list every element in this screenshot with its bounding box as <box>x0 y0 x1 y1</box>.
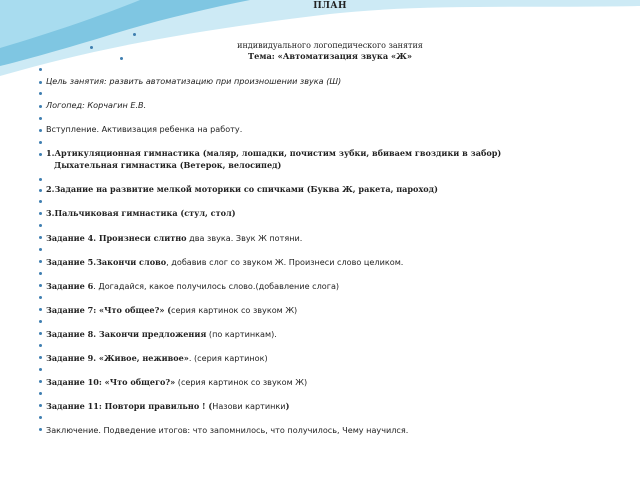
bullet <box>133 33 136 36</box>
bullet <box>39 308 42 311</box>
bullet <box>39 224 42 227</box>
task9-text: . (серия картинок) <box>188 353 268 363</box>
task7-line <box>46 305 297 315</box>
task8-line <box>46 329 277 339</box>
bullet <box>39 236 42 239</box>
task4-title: Задание 4. Произнеси слитно <box>46 233 187 243</box>
bullet <box>39 260 42 263</box>
bullet <box>39 68 42 71</box>
bullet <box>39 272 42 275</box>
task7-title: Задание 7: «Что общее?» ( <box>46 305 172 315</box>
page-subtitle: индивидуального логопедического занятия <box>237 41 423 50</box>
task9-line <box>46 353 268 363</box>
task8-text: (по картинкам). <box>206 329 277 339</box>
task11-text: Назови картинки <box>212 401 286 411</box>
task2-line: 2.Задание на развитие мелкой моторики со спичками (Буква Ж, ракета, пароход) <box>46 184 438 194</box>
bullet <box>39 356 42 359</box>
breathing-line: Дыхательная гимнастика (Ветерок, велосипед) <box>54 160 282 170</box>
bullet <box>39 117 42 120</box>
task6-line <box>46 281 339 291</box>
task6-title: Задание 6 <box>46 281 94 291</box>
articulation-line: 1.Артикуляционная гимнастика (маляр, лошадки, почистим зубки, вбиваем гвоздики в забор) <box>46 148 502 158</box>
bullet <box>39 212 42 215</box>
bullet <box>39 141 42 144</box>
bullet <box>90 46 93 49</box>
task4-line <box>46 233 302 243</box>
task10-line <box>46 377 307 387</box>
goal-line: Цель занятия: развить автоматизацию при произношении звука (Ш) <box>46 76 342 86</box>
task3-line: 3.Пальчиковая гимнастика (стул, стол) <box>46 208 236 218</box>
task11-title: Задание 11: Повтори правильно ! ( <box>46 401 213 411</box>
bullet <box>39 392 42 395</box>
bullet <box>39 368 42 371</box>
task5-title: Задание 5.Закончи слово <box>46 257 167 267</box>
bullet <box>120 57 123 60</box>
bullet <box>39 153 42 156</box>
bullet <box>39 200 42 203</box>
task10-title: Задание 10: «Что общего?» <box>46 377 176 387</box>
task11-line <box>46 401 289 411</box>
bullet <box>39 178 42 181</box>
bullet <box>39 344 42 347</box>
bullet <box>39 296 42 299</box>
bullet <box>39 105 42 108</box>
decorative-wave <box>0 0 640 80</box>
task5-text: , добавив слог со звуком Ж. Произнеси слово целиком. <box>166 257 404 267</box>
conclusion-line: Заключение. Подведение итогов: что запомнилось, что получилось, Чему научился. <box>46 425 409 435</box>
bullet <box>39 404 42 407</box>
bullet <box>39 284 42 287</box>
task11-end: ) <box>285 401 290 411</box>
teacher-line: Логопед: Корчагин Е.В. <box>46 100 147 110</box>
task10-text: (серия картинок со звуком Ж) <box>175 377 308 387</box>
bullet <box>39 428 42 431</box>
page-title: ПЛАН <box>313 1 347 11</box>
intro-line: Вступление. Активизация ребенка на работу. <box>46 124 243 134</box>
task9-title: Задание 9. «Живое, неживое» <box>46 353 189 363</box>
bullet <box>39 129 42 132</box>
task6-text: . Догадайся, какое получилось слово.(добавление слога) <box>93 281 340 291</box>
bullet <box>39 416 42 419</box>
task7-text: серия картинок со звуком Ж) <box>171 305 298 315</box>
bullet <box>39 332 42 335</box>
task4-text: два звука. Звук Ж потяни. <box>186 233 303 243</box>
bullet <box>39 320 42 323</box>
page-topic: Тема: «Автоматизация звука «Ж» <box>248 51 412 61</box>
task8-title: Задание 8. Закончи предложения <box>46 329 207 339</box>
bullet <box>39 81 42 84</box>
bullet <box>39 380 42 383</box>
bullet <box>39 189 42 192</box>
bullet <box>39 92 42 95</box>
task5-line <box>46 257 403 267</box>
bullet <box>39 248 42 251</box>
